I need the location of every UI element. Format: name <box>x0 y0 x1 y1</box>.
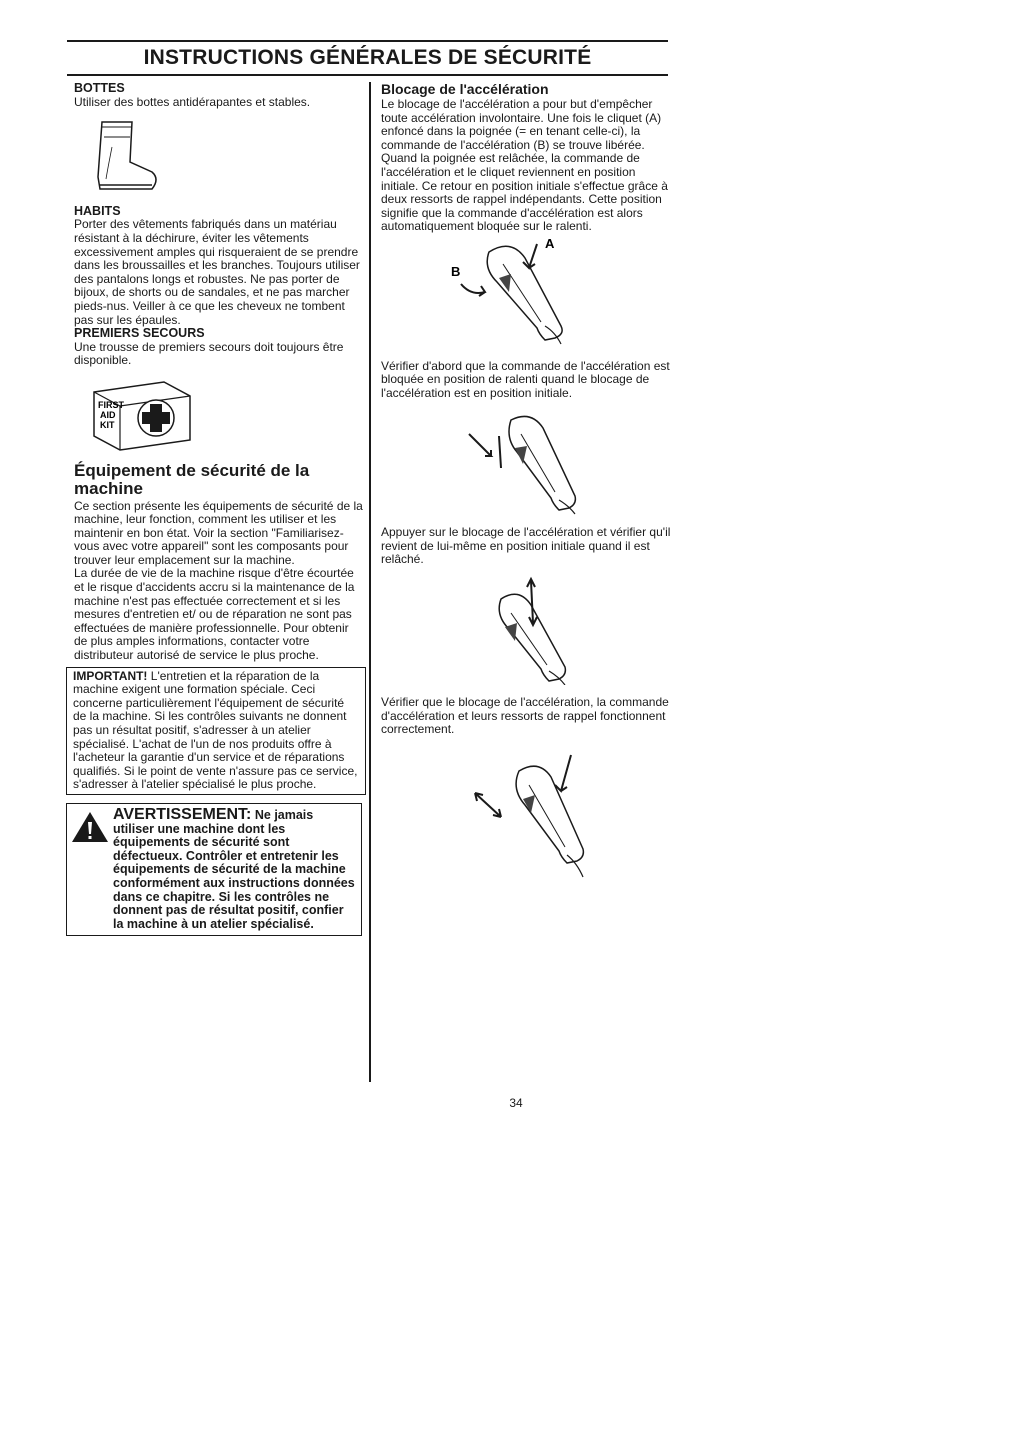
kit-label-first: FIRST <box>98 399 124 410</box>
secours-heading: PREMIERS SECOURS <box>74 326 205 341</box>
habits-text: Porter des vêtements fabriqués dans un matériau résistant à la déchirure, éviter les vêtements excessivement amples qui risqueraient de se prendre dans les broussailles et les branches. Toujours utiliser des pantalons longs et robustes. Ne pas porter de bijoux, de shorts ou de sandales, et ne pas marcher pieds-nus. Veiller à ce que les cheveux ne tombent pas sur les épaules. <box>74 217 360 327</box>
verif-text-2: Appuyer sur le blocage de l'accélération et vérifier qu'il revient de lui-même en position initiale quand il est relâché. <box>381 524 671 567</box>
equip-text-1: Ce section présente les équipements de sécurité de la machine, leur fonction, comment les utiliser et les maintenir en bon état. Voir la section "Familiarisez-vous avec votre appareil" sont les composants pour trouver leur emplacement sur la machine. <box>74 498 363 567</box>
throttle-diagram-4 <box>461 751 671 885</box>
title-underline <box>67 74 668 76</box>
warning-text: Ne jamais utiliser une machine dont les équipements de sécurité sont défectueux. Contrôler et entretenir les équipements de sécurité de la machine conformément aux instructions données dans ce chapitre. Si les contrôles ne donnent pas de résultat positif, confier la machine à un atelier spécialisé. <box>113 807 355 931</box>
kit-label-aid: AID <box>100 409 116 420</box>
bottes-heading: BOTTES <box>74 81 125 95</box>
equip-text-2: La durée de vie de la machine risque d'être écourtée et le risque d'accidents accru si la maintenance de la machine n'est pas effectuée correctement et si les mesures d'entretien et/ ou de réparation ne sont pas effectuées de manière professionnelle. Pour obtenir de plus amples informations, contacter votre distributeur autorisé de service le plus proche. <box>74 566 355 663</box>
verif-text-3: Vérifier que le blocage de l'accélération, la commande d'accélération et leurs ressorts de rappel fonctionnent correctement. <box>381 695 669 737</box>
equip-heading: Équipement de sécurité de la machine <box>74 460 310 498</box>
label-a: A <box>545 235 555 251</box>
bottes-text: Utiliser des bottes antidérapantes et stables. <box>74 94 311 109</box>
left-column <box>74 82 364 936</box>
kit-label-kit: KIT <box>100 419 115 430</box>
blocage-heading: Blocage de l'accélération <box>381 81 549 97</box>
habits-heading: HABITS <box>74 203 121 218</box>
verif-text-1: Vérifier d'abord que la commande de l'accélération est bloquée en position de ralenti quand le blocage de l'accélération est en position initiale. <box>381 358 670 400</box>
secours-text: Une trousse de premiers secours doit toujours être disponible. <box>74 339 344 368</box>
page-title: INSTRUCTIONS GÉNÉRALES DE SÉCURITÉ <box>143 46 592 69</box>
top-rule <box>67 40 668 42</box>
blocage-text: Le blocage de l'accélération a pour but d'empêcher toute accélération involontaire. Une fois le cliquet (A) enfoncé dans la poignée (= en tenant celle-ci), la commande de l'accélération (B) se trouve libérée. Quand la poignée est relâchée, la commande de l'accélération et le cliquet reviennent en position initiale. Ce retour en position initiale s'effectue grâce à deux ressorts de rappel indépendants. Cette position signifie que la commande d'accélération est alors automatiquement bloquée sur le ralenti. <box>381 97 668 234</box>
warning-box <box>66 803 362 936</box>
throttle-diagram-3 <box>461 573 671 689</box>
throttle-diagram-1 <box>441 234 671 350</box>
label-b: B <box>451 263 461 279</box>
warning-title: AVERTISSEMENT: <box>113 805 252 823</box>
first-aid-kit-illustration <box>86 374 364 456</box>
important-box <box>66 667 366 795</box>
important-text: L'entretien et la réparation de la machine exigent une formation spéciale. Ceci concerne particulièrement l'équipement de sécurité de la machine. Si les contrôles suivants ne donnent pas un résultat positif, s'adresser à un atelier spécialisé. L'achat de l'un de nos produits offre à l'acheteur la garantie d'un service et de réparations qualifiés. Si le point de vente n'assure pas ce service, s'adresser à l'atelier spécialisé le plus proche. <box>73 668 358 792</box>
page-number: 34 <box>509 1096 523 1110</box>
column-divider <box>369 82 371 1082</box>
right-column <box>381 82 671 885</box>
warning-icon <box>71 810 109 844</box>
important-label: IMPORTANT! <box>73 668 148 683</box>
boot-illustration <box>82 117 364 201</box>
throttle-diagram-2 <box>451 408 671 520</box>
